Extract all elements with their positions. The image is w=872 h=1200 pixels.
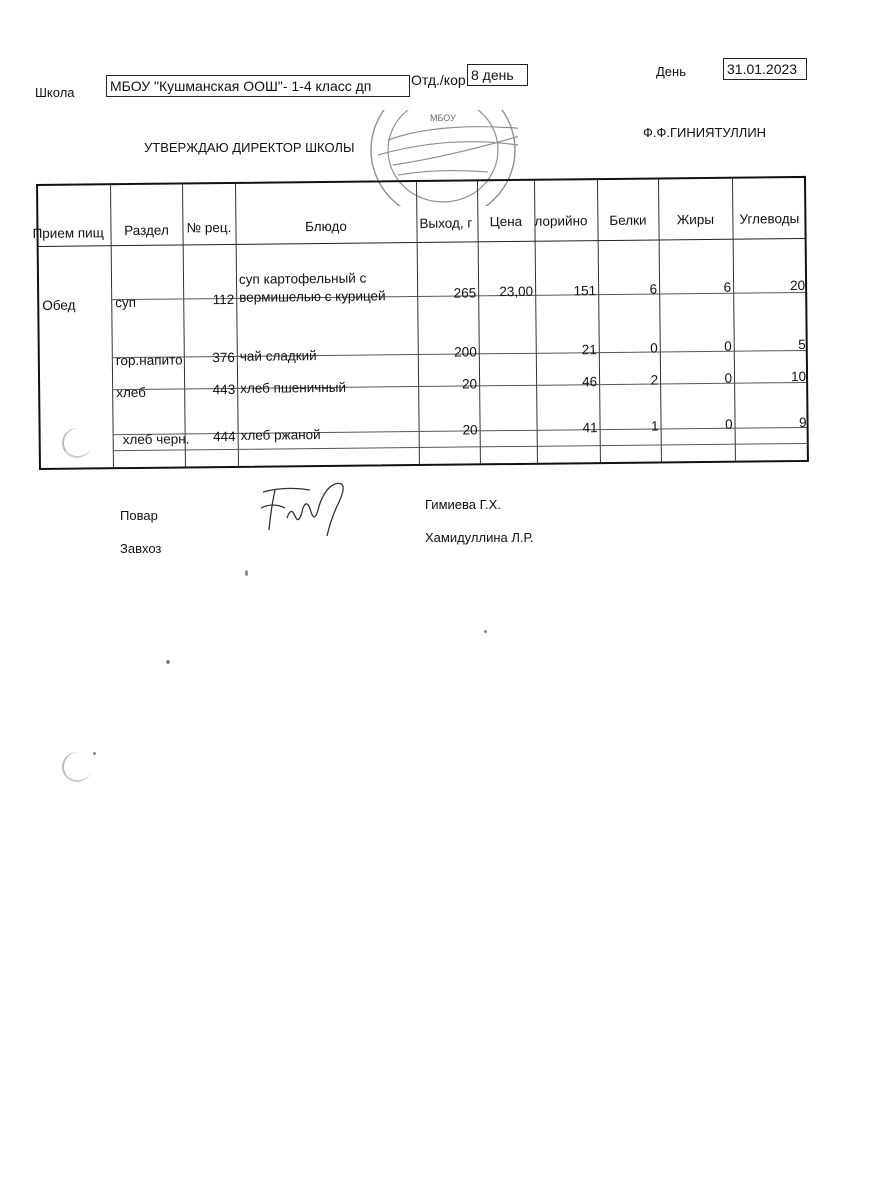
storekeeper-name: Хамидуллина Л.Р. bbox=[425, 530, 534, 545]
dept-field: 8 день bbox=[467, 64, 528, 86]
col-header-section: Раздел bbox=[124, 222, 169, 239]
row-price: 23,00 bbox=[499, 283, 534, 300]
row-fat: 0 bbox=[724, 416, 733, 432]
row-section: суп bbox=[115, 294, 137, 311]
row-recipe: 444 bbox=[213, 428, 236, 445]
row-dish-line2: вермишелью с курицей bbox=[239, 288, 386, 305]
row-protein: 2 bbox=[650, 372, 659, 388]
col-header-fat: Жиры bbox=[676, 211, 715, 228]
col-header-price: Цена bbox=[489, 213, 523, 230]
row-kcal: 46 bbox=[581, 374, 598, 390]
row-fat: 0 bbox=[724, 338, 732, 354]
director-name: Ф.Ф.ГИНИЯТУЛЛИН bbox=[643, 125, 767, 140]
row-yield: 265 bbox=[453, 285, 477, 301]
row-fat: 6 bbox=[723, 279, 732, 295]
col-header-yield: Выход, г bbox=[419, 215, 473, 231]
row-protein: 6 bbox=[649, 281, 658, 297]
col-header-dish: Блюдо bbox=[304, 218, 347, 235]
row-fat: 0 bbox=[724, 370, 733, 386]
date-field: 31.01.2023 bbox=[723, 58, 807, 80]
row-dish: хлеб пшеничный bbox=[240, 379, 347, 396]
scan-speck bbox=[484, 630, 487, 633]
menu-table bbox=[32, 176, 809, 470]
col-header-protein: Белки bbox=[609, 212, 647, 228]
approve-text: УТВЕРЖДАЮ ДИРЕКТОР ШКОЛЫ bbox=[144, 140, 355, 155]
storekeeper-label: Завхоз bbox=[120, 541, 162, 556]
signature bbox=[255, 478, 355, 538]
col-header-recipe: № рец. bbox=[186, 219, 232, 236]
row-section: гор.напито bbox=[115, 352, 183, 369]
day-label: День bbox=[656, 64, 686, 79]
row-carbs: 10 bbox=[790, 368, 807, 385]
row-section: хлеб черн. bbox=[122, 431, 190, 448]
punch-hole-mark bbox=[60, 750, 95, 785]
row-price bbox=[480, 421, 535, 422]
row-recipe: 443 bbox=[212, 381, 236, 398]
school-field: МБОУ "Кушманская ООШ"- 1-4 класс дп bbox=[106, 75, 410, 97]
cook-name: Гимиева Г.Х. bbox=[425, 497, 501, 512]
row-yield: 20 bbox=[462, 422, 478, 438]
row-kcal: 151 bbox=[573, 283, 597, 299]
row-section: хлеб bbox=[116, 384, 146, 401]
row-dish: хлеб ржаной bbox=[240, 427, 321, 443]
row-dish: чай сладкий bbox=[239, 348, 317, 364]
row-yield: 200 bbox=[454, 344, 477, 360]
row-kcal: 21 bbox=[581, 342, 597, 358]
scan-speck bbox=[166, 660, 170, 664]
dept-label: Отд./кор bbox=[411, 72, 466, 88]
row-recipe: 112 bbox=[212, 291, 235, 308]
scan-speck bbox=[245, 570, 248, 576]
scan-speck bbox=[93, 752, 96, 755]
row-dish: суп картофельный с bbox=[238, 270, 367, 287]
col-header-carbs: Углеводы bbox=[739, 211, 800, 227]
meal-name: Обед bbox=[42, 297, 76, 313]
row-price bbox=[479, 343, 534, 344]
row-yield: 20 bbox=[462, 376, 478, 392]
row-carbs: 20 bbox=[789, 277, 806, 294]
row-protein: 0 bbox=[650, 340, 658, 356]
row-recipe: 376 bbox=[212, 349, 235, 366]
row-kcal: 41 bbox=[582, 420, 598, 436]
row-protein: 1 bbox=[650, 418, 659, 434]
col-header-kcal: лорийно bbox=[534, 213, 588, 229]
row-price bbox=[479, 375, 534, 376]
row-carbs: 9 bbox=[798, 414, 807, 431]
stamp-text: МБОУ bbox=[430, 113, 456, 123]
row-carbs: 5 bbox=[798, 336, 806, 353]
school-label: Школа bbox=[35, 85, 75, 100]
cook-label: Повар bbox=[120, 508, 158, 523]
col-header-meal: Прием пищ bbox=[32, 225, 104, 242]
